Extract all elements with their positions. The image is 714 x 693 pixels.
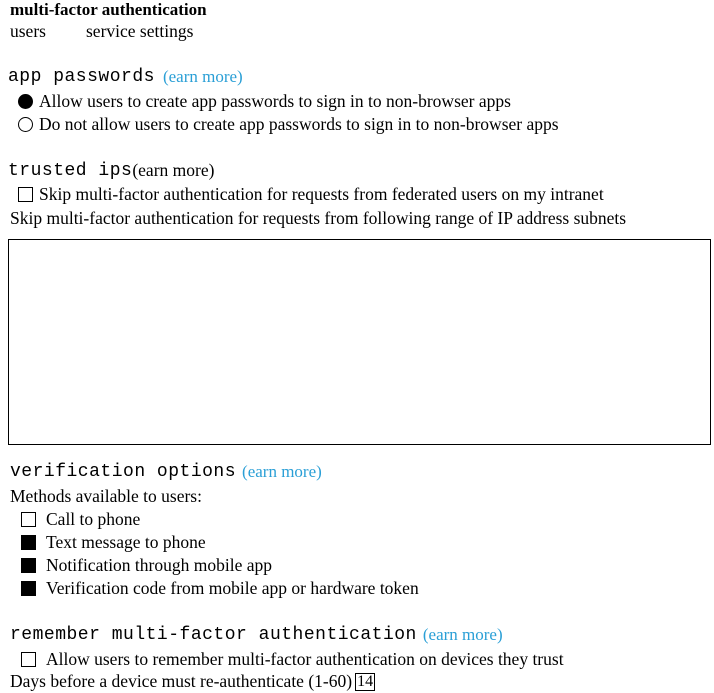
- app-passwords-section-header: [8, 67, 243, 87]
- skip-federated-label: Skip multi-factor authentication for requests from federated users on my intranet: [39, 184, 604, 204]
- verification-options-learn-more-link[interactable]: (earn more): [242, 462, 322, 481]
- verification-code-label: Verification code from mobile app or hardware token: [46, 578, 419, 598]
- text-message-checkbox[interactable]: [21, 535, 36, 550]
- skip-ip-range-label: Skip multi-factor authentication for requests from following range of IP address subnets: [10, 208, 627, 228]
- app-passwords-learn-more-link[interactable]: (earn more): [162, 67, 243, 86]
- trusted-ips-heading: trusted ips: [8, 160, 133, 181]
- verification-options-section-header: [10, 462, 322, 482]
- call-to-phone-label: Call to phone: [46, 509, 141, 529]
- app-passwords-deny-option[interactable]: [18, 114, 559, 135]
- allow-remember-label: Allow users to remember multi-factor authentication on devices they trust: [46, 649, 564, 669]
- skip-federated-checkbox[interactable]: [18, 187, 33, 202]
- deny-app-passwords-radio[interactable]: [18, 117, 33, 132]
- mobile-app-notification-label: Notification through mobile app: [46, 555, 272, 575]
- days-before-reauth-label: Days before a device must re-authenticate (1-60): [10, 671, 353, 691]
- method-verification-code[interactable]: [21, 578, 419, 599]
- days-before-reauth-input[interactable]: 14: [357, 672, 374, 690]
- allow-app-passwords-radio[interactable]: [18, 94, 33, 109]
- methods-available-label: Methods available to users:: [10, 486, 202, 506]
- app-passwords-allow-option[interactable]: [18, 91, 511, 112]
- tab-service-settings[interactable]: service settings: [86, 21, 194, 41]
- remember-mfa-heading: remember multi-factor authentication: [10, 625, 417, 645]
- app-passwords-heading: app passwords: [8, 67, 155, 87]
- method-call-to-phone[interactable]: [21, 509, 140, 530]
- days-before-reauth-row: [10, 671, 375, 692]
- verification-code-checkbox[interactable]: [21, 581, 36, 596]
- skip-federated-option[interactable]: [18, 184, 604, 205]
- deny-app-passwords-label: Do not allow users to create app passwords to sign in to non-browser apps: [39, 114, 559, 134]
- text-message-label: Text message to phone: [46, 532, 206, 552]
- ip-ranges-textarea[interactable]: [8, 239, 711, 445]
- remember-mfa-section-header: [10, 625, 503, 645]
- trusted-ips-section-header: [8, 160, 214, 181]
- trusted-ips-learn-more-link[interactable]: (earn more): [132, 160, 215, 180]
- method-mobile-app-notification[interactable]: [21, 555, 272, 576]
- call-to-phone-checkbox[interactable]: [21, 512, 36, 527]
- allow-app-passwords-label: Allow users to create app passwords to sign in to non-browser apps: [39, 91, 511, 111]
- page-title: multi-factor authentication: [10, 0, 207, 19]
- allow-remember-option[interactable]: [21, 649, 564, 670]
- method-text-message[interactable]: [21, 532, 206, 553]
- verification-options-heading: verification options: [10, 462, 237, 482]
- tab-users[interactable]: users: [10, 21, 46, 41]
- remember-mfa-learn-more-link[interactable]: (earn more): [422, 625, 503, 644]
- allow-remember-checkbox[interactable]: [21, 652, 36, 667]
- mobile-app-notification-checkbox[interactable]: [21, 558, 36, 573]
